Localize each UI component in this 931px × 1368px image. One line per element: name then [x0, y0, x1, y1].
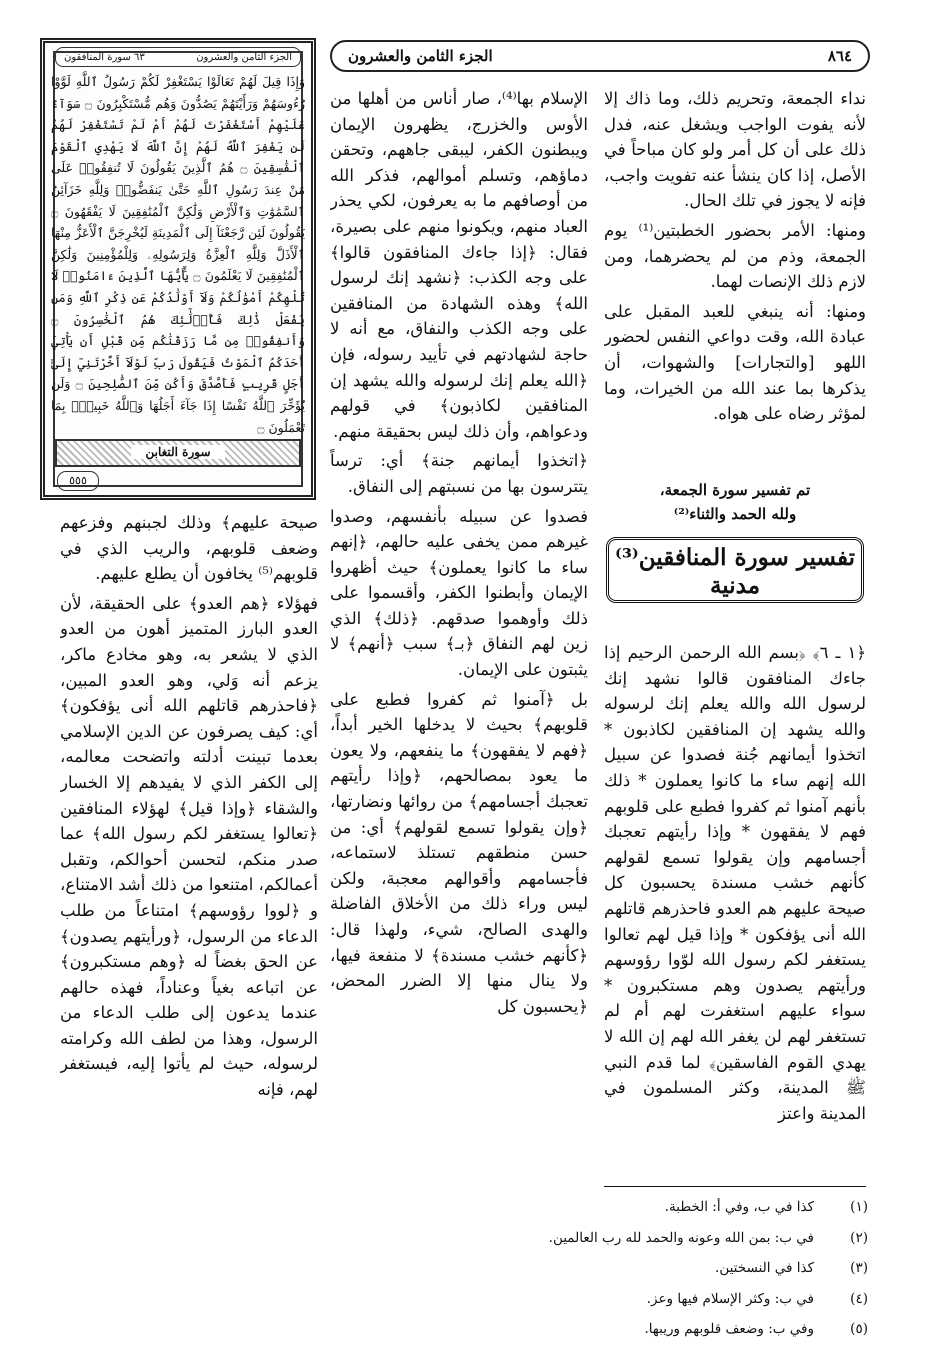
- paragraph: الإسلام بها⁽⁴⁾، صار أناس من أهلها من الأوس والخزرج، يظهرون الإيمان ويبطنون الكفر، ليبقى جاههم، وتحقن دماؤهم، وتسلم أموالهم، فذكر الله من أوصافهم ما به يعرفون، لكي يحذر العباد منهم، ويكونوا منهم على بصيرة، فقال: ﴿إذا جاءك المنافقون قالوا﴾ على وجه الكذب: ﴿نشهد إنك لرسول الله﴾ وهذه الشهادة من المنافقين على وجه الكذب والنفاق، مع أنه لا حاجة لشهادتهم في تأييد رسوله، فإن ﴿الله يعلم إنك لرسوله والله يشهد إن المنافقين لكاذبون﴾ في قولهم ودعواهم، وأن ذلك ليس بحقيقة منهم.: [330, 89, 588, 441]
- column-middle: [330, 86, 588, 1176]
- colophon-line-1: تم تفسير سورة الجمعة،: [659, 481, 811, 499]
- column-right-bottom: [604, 640, 866, 1185]
- paragraph: ومنها: الأمر بحضور الخطبتين⁽¹⁾ يوم الجمعة، وذم من لم يحضرهما، ومن لازم ذلك الإنصات لهما.: [604, 220, 866, 292]
- footnotes: [300, 1192, 868, 1345]
- mushaf-head-right: الجزء الثامن والعشرون: [196, 51, 292, 63]
- footnote: [300, 1192, 868, 1223]
- footnote: [300, 1284, 868, 1315]
- footnote: [300, 1314, 868, 1345]
- footnote-text: في ب: بمن الله وعونه والحمد لله رب العالمين.: [548, 1229, 814, 1246]
- mushaf-head-left: ٦٣ سورة المنافقون: [64, 51, 145, 63]
- footnote-number: (٤): [850, 1290, 868, 1307]
- running-header: [330, 40, 870, 72]
- surah-band-label: سورة التغابن: [131, 445, 224, 459]
- footnote-text: كذا في ب، وفي أ: الخطبة.: [664, 1199, 814, 1215]
- column-right-top: [604, 86, 866, 466]
- colophon: [604, 478, 866, 526]
- mushaf-header: [55, 47, 301, 67]
- footnote-rule: [604, 1186, 866, 1187]
- paragraph: صيحة عليهم﴾ وذلك لجبنهم وفزعهم وضعف قلوبهم، والريب الذي في قلوبهم⁽⁵⁾ يخافون أن يطلع عليهم.: [60, 513, 318, 584]
- column-left: [60, 510, 318, 1170]
- surah-band: [55, 439, 301, 467]
- surah-title-box: [606, 537, 864, 603]
- footnote-number: (٢): [850, 1229, 868, 1246]
- paragraph: بل ﴿آمنوا ثم كفروا فطبع على قلوبهم﴾ بحيث لا يدخلها الخير أبداً، ﴿فهم لا يفقهون﴾ ما ينفعهم، ولا يعون ما يعود بمصالحهم، ﴿وإذا رأيتهم تعجبك أجسامهم﴾ من روائها ونضارتها، ﴿وإن يقولوا تسمع لقولهم﴾ أي: من حسن منطقهم تستلذ لاستماعه، فأجسامهم وأقوالهم معجبة، ولكن ليس وراء ذلك من الأخلاق الفاضلة والهدى الصالح، شيء، ولهذا قال: ﴿كأنهم خشب مسندة﴾ لا منفعة فيها، ولا ينال منها إلا الضرر المحض، ﴿يحسبون كل: [330, 689, 588, 1016]
- mushaf-verses: وَإِذَا قِيلَ لَهُمْ تَعَالَوْا يَسْتَغْفِرْ لَكُمْ رَسُولُ ٱللَّهِ لَوَّوْا رُءُوسَهُمْ وَرَأَيْتَهُمْ يَصُدُّونَ وَهُم مُّسْتَكْبِرُونَ ۝ سَوَآءٌ عَلَيْهِمْ أَسْتَغْفَرْتَ لَهُمْ أَمْ لَمْ تَسْتَغْفِرْ لَهُمْ لَن يَغْفِرَ ٱللَّهُ لَهُمْ إِنَّ ٱللَّهَ لَا يَهْدِي ٱلْقَوْمَ ٱلْفَٰسِقِينَ ۝ هُمُ ٱلَّذِينَ يَقُولُونَ لَا تُنفِقُوا۟ عَلَىٰ مَنْ عِندَ رَسُولِ ٱللَّهِ حَتَّىٰ يَنفَضُّوا۟ وَلِلَّهِ خَزَآئِنُ ٱلسَّمَٰوَٰتِ وَٱلْأَرْضِ وَلَٰكِنَّ ٱلْمُنَٰفِقِينَ لَا يَفْقَهُونَ ۝ يَقُولُونَ لَئِن رَّجَعْنَآ إِلَى ٱلْمَدِينَةِ لَيُخْرِجَنَّ ٱلْأَعَزُّ مِنْهَا ٱلْأَذَلَّ وَلِلَّهِ ٱلْعِزَّةُ وَلِرَسُولِهِۦ وَلِلْمُؤْمِنِينَ وَلَٰكِنَّ ٱلْمُنَٰفِقِينَ لَا يَعْلَمُونَ ۝ يَٰٓأَيُّهَا ٱلَّذِينَ ءَامَنُوا۟ لَا تُلْهِكُمْ أَمْوَٰلُكُمْ وَلَآ أَوْلَٰدُكُمْ عَن ذِكْرِ ٱللَّهِ وَمَن يَفْعَلْ ذَٰلِكَ فَأُو۟لَٰٓئِكَ هُمُ ٱلْخَٰسِرُونَ ۝ وَأَنفِقُوا۟ مِن مَّا رَزَقْنَٰكُم مِّن قَبْلِ أَن يَأْتِيَ أَحَدَكُمُ ٱلْمَوْتُ فَيَقُولَ رَبِّ لَوْلَآ أَخَّرْتَنِيٓ إِلَىٰٓ أَجَلٍ قَرِيبٍ فَأَصَّدَّقَ وَأَكُن مِّنَ ٱلصَّٰلِحِينَ ۝ وَلَن يُؤَخِّرَ ٱللَّهُ نَفْسًا إِذَا جَآءَ أَجَلُهَا وَٱللَّهُ خَبِيرٌۢ بِمَا تَعْمَلُونَ ۝: [51, 74, 305, 435]
- colophon-line-2: ولله الحمد والثناء⁽²⁾: [673, 505, 797, 523]
- part-title: الجزء الثامن والعشرون: [348, 47, 493, 65]
- footnote-text: في ب: وكثر الإسلام فيها وعز.: [646, 1290, 814, 1307]
- surah-title: تفسير سورة المنافقين⁽³⁾: [614, 544, 856, 571]
- mushaf-page-number: ٥٥٥: [57, 471, 99, 491]
- paragraph: ومنها: أنه ينبغي للعبد المقبل على عبادة الله، وقت دواعي النفس لحضور اللهو [والتجارات] والشهوات، أن يذكرها بما عند الله من الخيرات، وما لمؤثر رضاه على هواه.: [604, 301, 866, 424]
- footnote-number: (٣): [850, 1260, 868, 1276]
- mushaf-page-inset: [40, 38, 316, 500]
- surah-subtitle: مدنية: [709, 572, 761, 599]
- footnote-number: (١): [850, 1199, 868, 1215]
- footnote: [300, 1253, 868, 1284]
- footnote-text: وفي ب: وضعف قلوبهم وريبها.: [644, 1321, 814, 1337]
- paragraph: ﴿١ ـ ٦﴾ ﴿بسم الله الرحمن الرحيم إذا جاءك المنافقون قالوا نشهد إنك لرسول الله والله يعلم إنك لرسوله والله يشهد إن المنافقين لكاذبون * اتخذوا أيمانهم جُنة فصدوا عن سبيل الله إنهم ساء ما كانوا يعملون * ذلك بأنهم آمنوا ثم كفروا فطبع على قلوبهم فهم لا يفقهون * وإذا رأيتهم تعجبك أجسامهم وإن يقولوا تسمع لقولهم كأنهم خشب مسندة يحسبون كل صيحة عليهم هم العدو فاحذرهم قاتلهم الله أنى يؤفكون * وإذا قيل لهم تعالوا يستغفر لكم رسول الله لوّوا رؤوسهم ورأيتهم يصدون وهم مستكبرون * سواء عليهم استغفرت لهم أم لم تستغفر لهم لن يغفر الله لهم إن الله لا يهدي القوم الفاسقين﴾ لما قدم النبي ﷺ المدينة، وكثر المسلمون في المدينة واعتز: [604, 643, 866, 1123]
- paragraph: فهؤلاء ﴿هم العدو﴾ على الحقيقة، لأن العدو البارز المتميز أهون من العدو الذي لا يشعر به، وهو مخادع ماكر، يزعم أنه وَلي، وهو العدو المبين، ﴿فاحذرهم قاتلهم الله أنى يؤفكون﴾ أي: كيف يصرفون عن الدين الإسلامي بعدما تبينت أدلته واتضحت معالمه، إلى الكفر الذي لا يفيدهم إلا الخسار والشقاء ﴿وإذا قيل﴾ لهؤلاء المنافقين ﴿تعالوا يستغفر لكم رسول الله﴾ عما صدر منكم، لتحسن أحوالكم، وتقبل أعمالكم، امتنعوا من ذلك أشد الامتناع، و ﴿لووا رؤوسهم﴾ امتناعاً من طلب الدعاء من الرسول، ﴿ورأيتهم يصدون﴾ عن الحق بغضاً له ﴿وهم مستكبرون﴾ عن اتباعه بغياً وعناداً، فهذه حالهم عندما يدعون إلى طلب الدعاء من الرسول، وهذا من لطف الله وكرامته لرسوله، حيث لم يأتوا إليه، فيستغفر لهم، فإنه: [60, 593, 318, 1100]
- footnote: [300, 1223, 868, 1254]
- page-number: ٨٦٤: [827, 47, 852, 65]
- footnote-text: كذا في النسختين.: [715, 1260, 814, 1276]
- paragraph: ﴿اتخذوا أيمانهم جنة﴾ أي: ترساً يتترسون بها من نسبتهم إلى النفاق.: [330, 451, 588, 496]
- paragraph: فصدوا عن سبيله بأنفسهم، وصدوا غيرهم ممن يخفى عليه حالهم، ﴿إنهم ساء ما كانوا يعملون﴾ حيث أظهروا الإيمان وأبطنوا الكفر، وأقسموا على ذلك وأوهموا صدقهم. ﴿ذلك﴾ الذي زين لهم النفاق ﴿بـ﴾ سبب ﴿أنهم﴾ لا يثبتون على الإيمان.: [330, 506, 588, 680]
- footnote-number: (٥): [850, 1321, 868, 1337]
- paragraph: نداء الجمعة، وتحريم ذلك، وما ذاك إلا لأنه يفوت الواجب ويشغل عنه، فدل ذلك على أن كل أمر ولو كان مباحاً في الأصل، إذا كان ينشأ عنه تفويت واجب، فإنه لا يجوز في تلك الحال.: [604, 89, 866, 211]
